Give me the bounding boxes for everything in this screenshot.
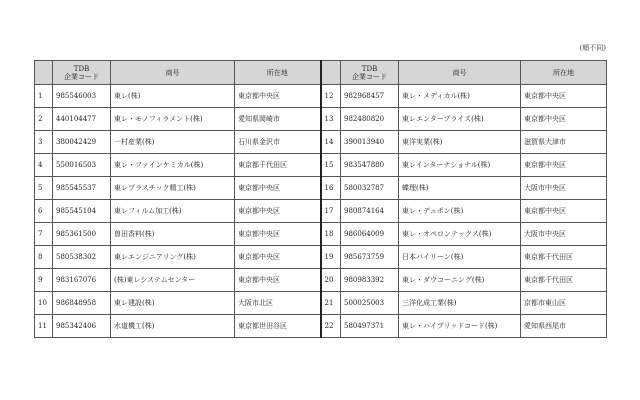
location-cell: 東京都中央区	[521, 200, 607, 223]
tdb-code-cell: 580538302	[53, 246, 111, 269]
location-cell: 東京都中央区	[235, 177, 321, 200]
location-cell: 東京都千代田区	[235, 154, 321, 177]
company-name-cell: 東レ・ハイブリッドコード(株)	[399, 315, 521, 338]
row-no-cell: 14	[321, 131, 341, 154]
location-cell: 滋賀県大津市	[521, 131, 607, 154]
location-cell: 東京都中央区	[521, 154, 607, 177]
company-name-cell: 東レ・オペロンテックス(株)	[399, 223, 521, 246]
company-name-cell: 曽田香料(株)	[111, 223, 235, 246]
row-no-cell: 18	[321, 223, 341, 246]
header-code-left	[53, 61, 111, 85]
company-name-cell: 東レフィルム加工(株)	[111, 200, 235, 223]
row-no-cell: 19	[321, 246, 341, 269]
table-row	[35, 154, 607, 177]
company-name-cell: 東洋実業(株)	[399, 131, 521, 154]
table-row	[35, 200, 607, 223]
row-no-cell: 15	[321, 154, 341, 177]
location-cell: 大阪市北区	[235, 292, 321, 315]
row-no-cell: 11	[35, 315, 53, 338]
row-no-cell: 6	[35, 200, 53, 223]
company-name-cell: 東レ(株)	[111, 85, 235, 108]
table-body	[35, 85, 607, 338]
row-no-cell: 8	[35, 246, 53, 269]
location-cell: 東京都千代田区	[521, 246, 607, 269]
header-no-right	[321, 61, 341, 85]
tdb-code-cell: 580497371	[341, 315, 399, 338]
header-name-right: 商号	[399, 61, 521, 85]
header-location-left: 所在地	[235, 61, 321, 85]
table-header-row	[35, 61, 607, 85]
location-cell: 東京都中央区	[521, 108, 607, 131]
company-name-cell: 東レ建設(株)	[111, 292, 235, 315]
location-cell: 石川県金沢市	[235, 131, 321, 154]
location-cell: 東京都中央区	[235, 246, 321, 269]
tdb-code-cell: 985673759	[341, 246, 399, 269]
company-name-cell: 蝶理(株)	[399, 177, 521, 200]
location-cell: 大阪市中央区	[521, 223, 607, 246]
tdb-code-cell: 985361500	[53, 223, 111, 246]
company-name-cell: 日本バイリーン(株)	[399, 246, 521, 269]
company-name-cell: 東レインターナショナル(株)	[399, 154, 521, 177]
company-name-cell: 東レ・ファインケミカル(株)	[111, 154, 235, 177]
row-no-cell: 7	[35, 223, 53, 246]
header-name-left: 商号	[111, 61, 235, 85]
tdb-code-cell: 983547880	[341, 154, 399, 177]
location-cell: 東京都世田谷区	[235, 315, 321, 338]
header-code-right	[341, 61, 399, 85]
tdb-code-cell: 985545104	[53, 200, 111, 223]
tdb-code-cell: 550016503	[53, 154, 111, 177]
tdb-code-cell: 500025003	[341, 292, 399, 315]
tdb-code-cell: 985342406	[53, 315, 111, 338]
table-row	[35, 246, 607, 269]
tdb-code-cell: 390013940	[341, 131, 399, 154]
row-no-cell: 21	[321, 292, 341, 315]
table-row	[35, 108, 607, 131]
company-name-cell: 東レ・ダウコーニング(株)	[399, 269, 521, 292]
tdb-code-cell: 380042429	[53, 131, 111, 154]
table-row	[35, 131, 607, 154]
tdb-code-cell: 980874164	[341, 200, 399, 223]
company-name-cell: 水道機工(株)	[111, 315, 235, 338]
location-cell: 東京都中央区	[235, 85, 321, 108]
row-no-cell: 4	[35, 154, 53, 177]
row-no-cell: 1	[35, 85, 53, 108]
row-no-cell: 9	[35, 269, 53, 292]
header-no-left	[35, 61, 53, 85]
company-name-cell: 東レ・デュポン(株)	[399, 200, 521, 223]
tdb-code-cell: 440104477	[53, 108, 111, 131]
header-code-line1: TDB	[361, 64, 378, 73]
company-name-cell: 東レ・モノフィラメント(株)	[111, 108, 235, 131]
tdb-code-cell: 980983392	[341, 269, 399, 292]
row-no-cell: 20	[321, 269, 341, 292]
row-no-cell: 3	[35, 131, 53, 154]
location-cell: 東京都千代田区	[521, 269, 607, 292]
company-name-cell: 東レエンタープライズ(株)	[399, 108, 521, 131]
tdb-code-cell: 580032787	[341, 177, 399, 200]
header-code-line2: 企業コード	[352, 72, 387, 81]
row-no-cell: 5	[35, 177, 53, 200]
tdb-code-cell: 985545537	[53, 177, 111, 200]
header-code-line1: TDB	[73, 64, 90, 73]
tdb-code-cell: 986064009	[341, 223, 399, 246]
company-name-cell: 東レ・メディカル(株)	[399, 85, 521, 108]
company-name-cell: 一村産業(株)	[111, 131, 235, 154]
company-name-cell: 東レプラスチック精工(株)	[111, 177, 235, 200]
location-cell: 東京都中央区	[235, 223, 321, 246]
tdb-code-cell: 982480820	[341, 108, 399, 131]
location-cell: 京都市東山区	[521, 292, 607, 315]
company-name-cell: (株)東レシステムセンター	[111, 269, 235, 292]
table-row	[35, 292, 607, 315]
header-code-line2: 企業コード	[64, 72, 99, 81]
row-no-cell: 17	[321, 200, 341, 223]
row-no-cell: 12	[321, 85, 341, 108]
tdb-code-cell: 986848958	[53, 292, 111, 315]
location-cell: 大阪市中央区	[521, 177, 607, 200]
row-no-cell: 2	[35, 108, 53, 131]
table-row	[35, 315, 607, 338]
location-cell: 東京都中央区	[235, 200, 321, 223]
table-row	[35, 223, 607, 246]
company-table	[34, 60, 607, 338]
table-row	[35, 177, 607, 200]
location-cell: 愛知県西尾市	[521, 315, 607, 338]
tdb-code-cell: 982968457	[341, 85, 399, 108]
row-no-cell: 10	[35, 292, 53, 315]
company-name-cell: 東レエンジニアリング(株)	[111, 246, 235, 269]
tdb-code-cell: 985546003	[53, 85, 111, 108]
location-cell: 東京都中央区	[521, 85, 607, 108]
header-location-right: 所在地	[521, 61, 607, 85]
table-row	[35, 269, 607, 292]
company-name-cell: 三洋化成工業(株)	[399, 292, 521, 315]
row-no-cell: 13	[321, 108, 341, 131]
location-cell: 愛知県岡崎市	[235, 108, 321, 131]
row-no-cell: 22	[321, 315, 341, 338]
tdb-code-cell: 983167076	[53, 269, 111, 292]
location-cell: 東京都中央区	[235, 269, 321, 292]
order-note: (順不同)	[579, 44, 606, 52]
row-no-cell: 16	[321, 177, 341, 200]
table-row	[35, 85, 607, 108]
